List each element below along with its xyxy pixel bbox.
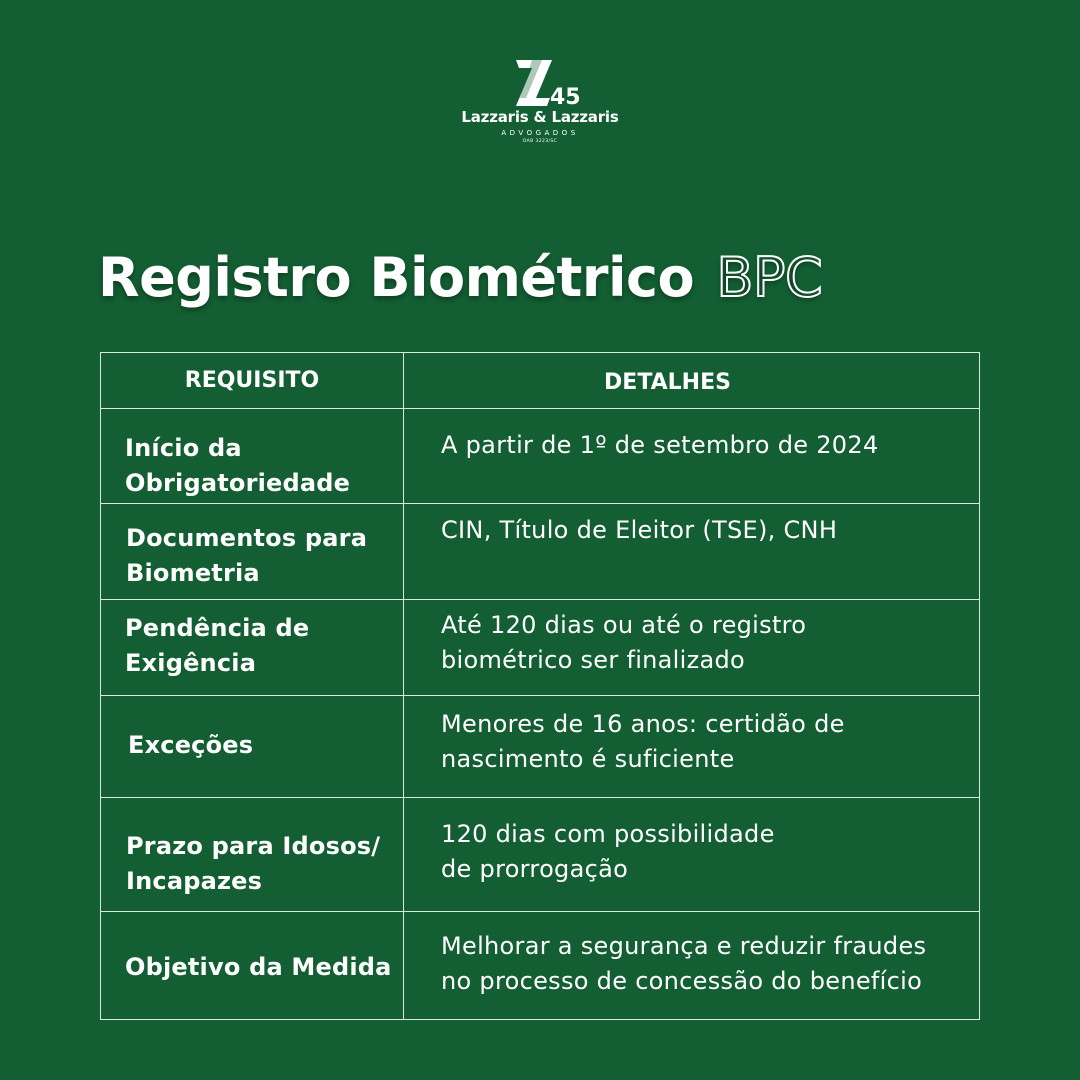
row-divider xyxy=(101,503,979,504)
row-divider xyxy=(101,695,979,696)
row-divider xyxy=(101,911,979,912)
row-3-detalhes: Até 120 dias ou até o registro biométrico ser finalizado xyxy=(441,611,807,674)
row-4-detalhes: Menores de 16 anos: certidão de nascimento é suficiente xyxy=(441,710,845,773)
brand-oab: OAB 3223/SC xyxy=(522,139,558,144)
brand-logo xyxy=(440,58,640,148)
row-5-detalhes: 120 dias com possibilidade de prorrogação xyxy=(441,820,775,883)
row-5-requisito: Prazo para Idosos/ Incapazes xyxy=(126,832,381,895)
logo-number: 45 xyxy=(550,85,581,110)
row-divider xyxy=(101,408,979,409)
row-2-requisito: Documentos para Biometria xyxy=(126,524,368,587)
requirements-table xyxy=(100,352,980,1020)
row-1-detalhes: A partir de 1º de setembro de 2024 xyxy=(441,431,879,459)
column-divider xyxy=(403,353,404,1019)
row-1-requisito: Início da Obrigatoriedade xyxy=(125,434,351,497)
row-4-requisito: Exceções xyxy=(128,731,254,759)
title-accent: BPC xyxy=(716,246,823,309)
header-detalhes: DETALHES xyxy=(604,370,731,395)
title-main: Registro Biométrico xyxy=(98,246,695,309)
row-divider xyxy=(101,797,979,798)
brand-name: Lazzaris & Lazzaris xyxy=(461,108,619,126)
row-divider xyxy=(101,599,979,600)
header-requisito: REQUISITO xyxy=(184,368,320,393)
row-6-detalhes: Melhorar a segurança e reduzir fraudes no processo de concessão do benefício xyxy=(441,932,927,995)
row-2-detalhes: CIN, Título de Eleitor (TSE), CNH xyxy=(441,516,838,544)
brand-subtitle: ADVOGADOS xyxy=(501,129,579,137)
row-3-requisito: Pendência de Exigência xyxy=(125,614,310,677)
page-title xyxy=(98,246,822,309)
row-6-requisito: Objetivo da Medida xyxy=(125,953,392,981)
zz-monogram-icon xyxy=(512,58,581,110)
